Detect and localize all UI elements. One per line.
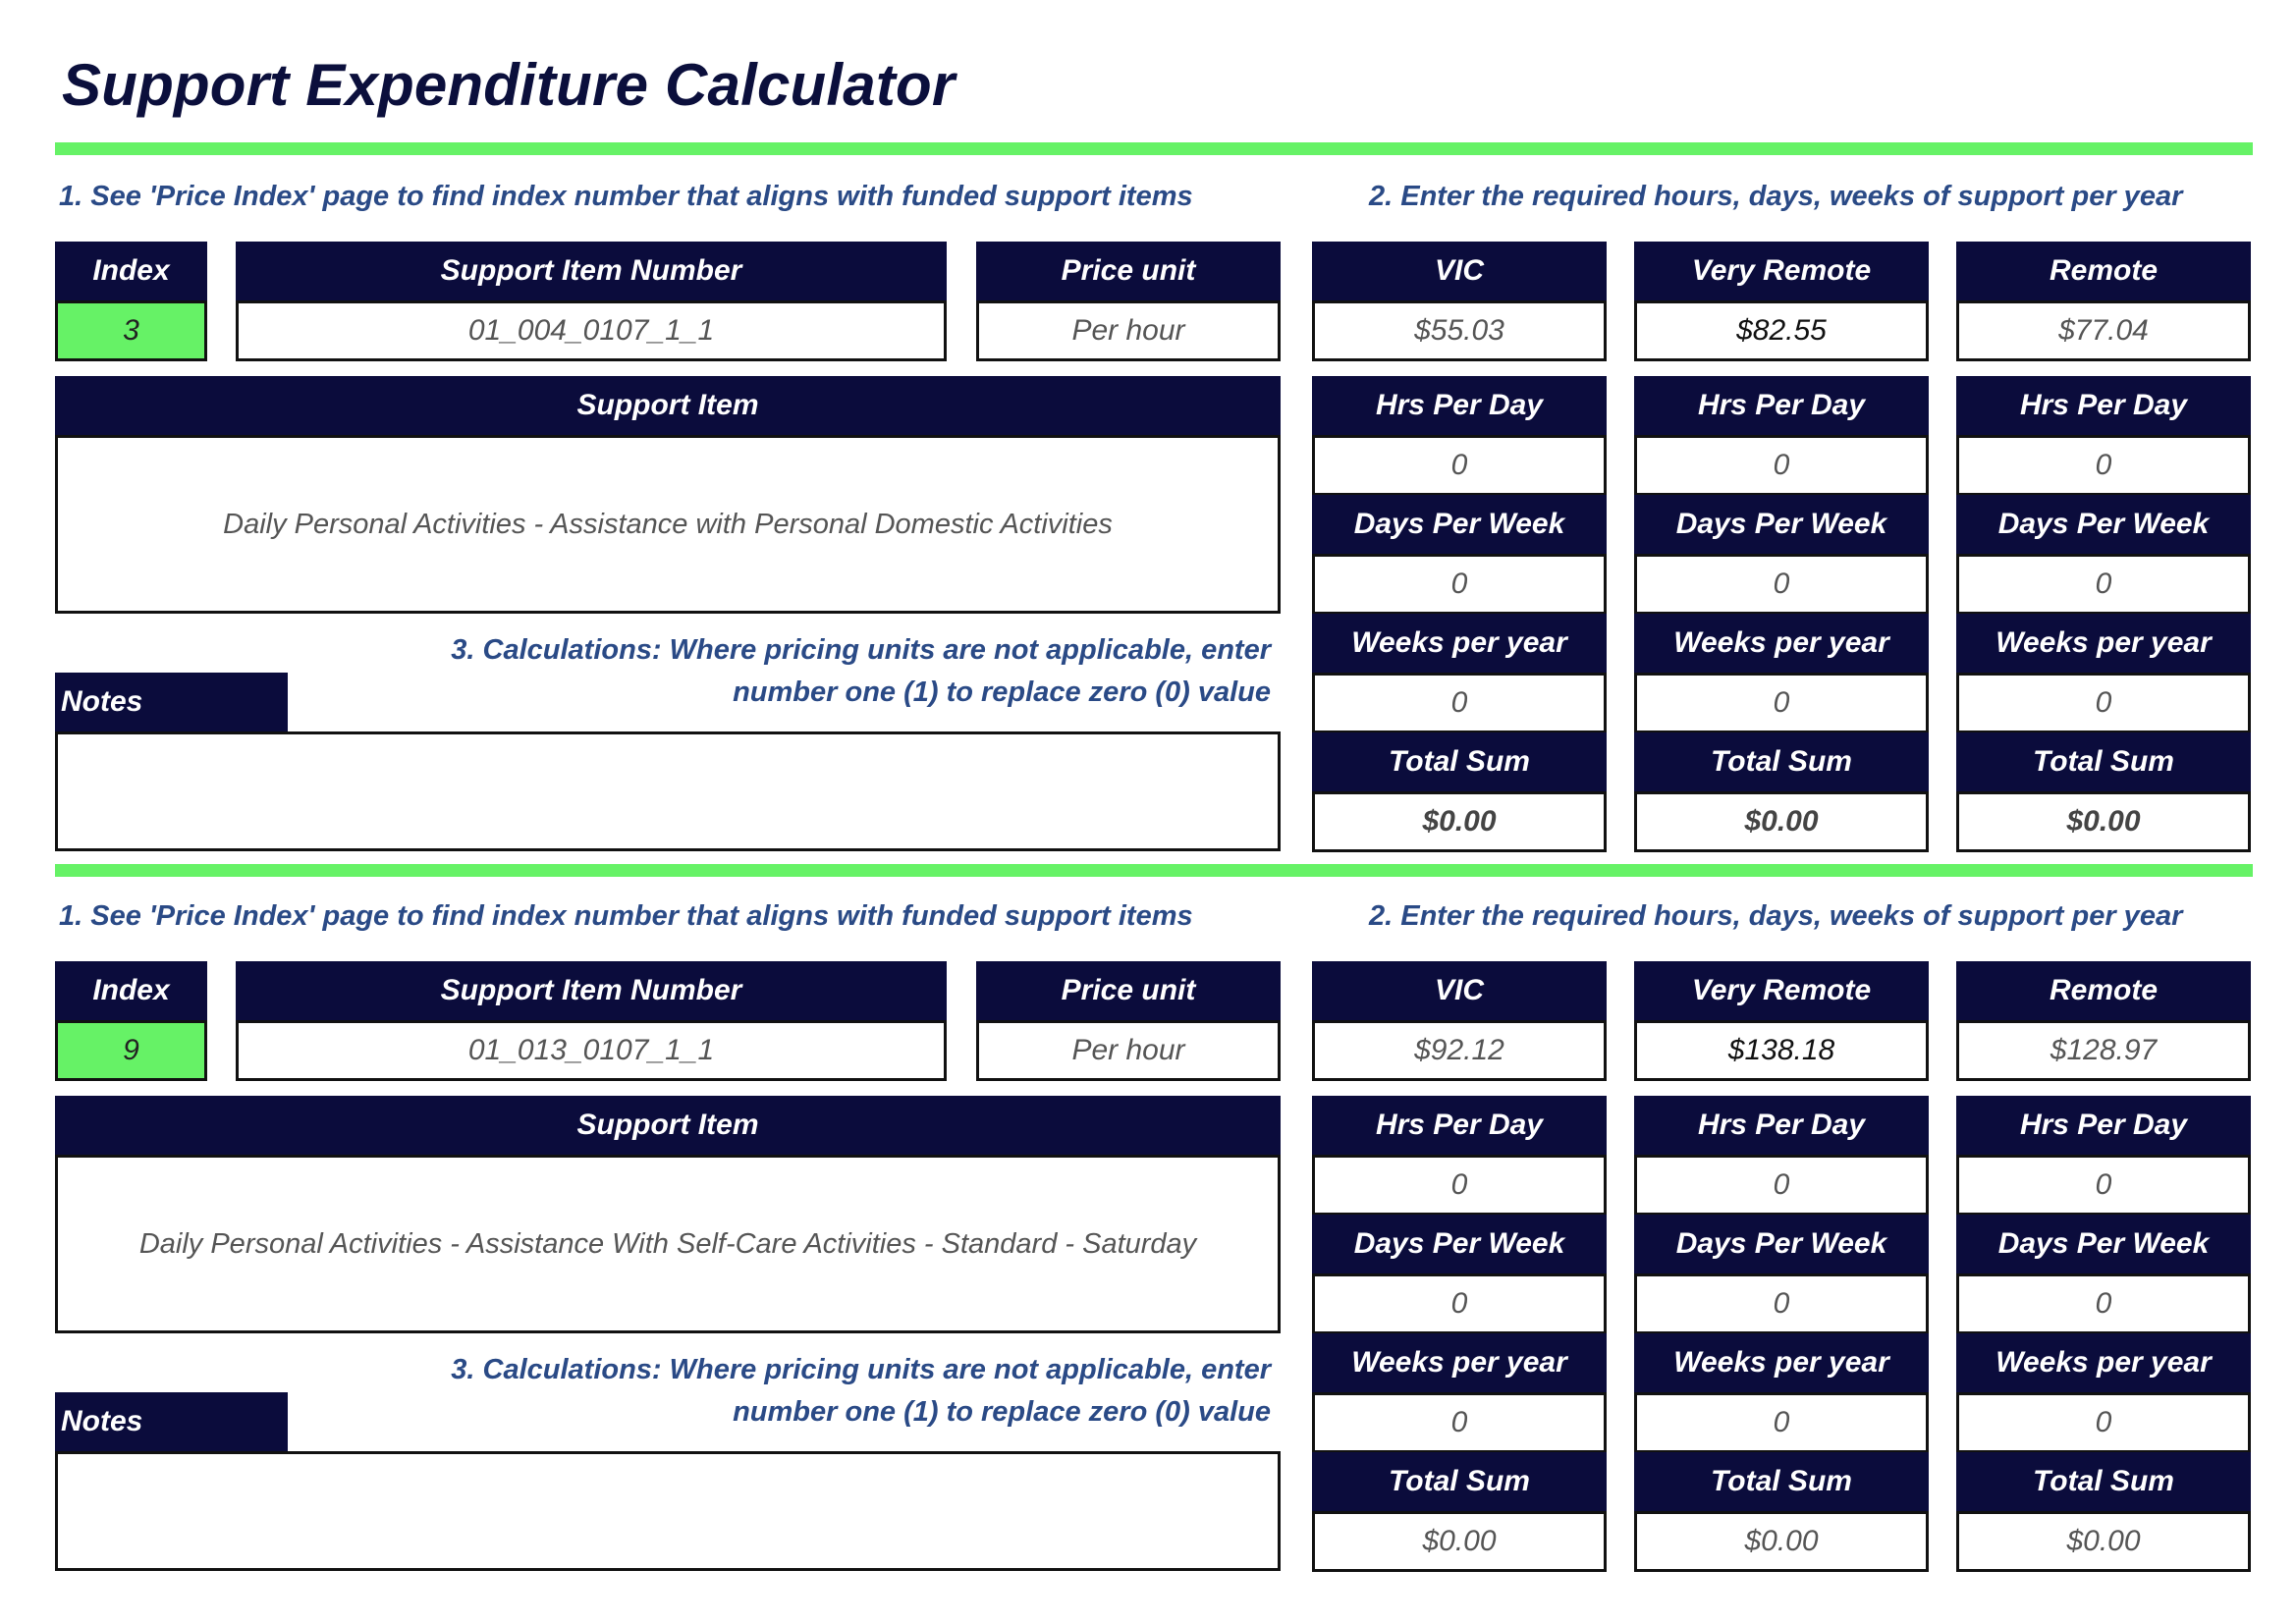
weeks-per-year-header-very-remote: Weeks per year [1634,614,1929,673]
days-per-week-header-remote: Days Per Week [1956,495,2251,554]
weeks-per-year-header-vic: Weeks per year [1312,1333,1607,1392]
days-per-week-header-very-remote: Days Per Week [1634,1215,1929,1273]
price-very-remote: $82.55 [1634,300,1929,361]
hrs-per-day-header-very-remote: Hrs Per Day [1634,376,1929,435]
step-2-instruction: 2. Enter the required hours, days, weeks of support per year [1369,181,2183,212]
step-1-instruction: 1. See 'Price Index' page to find index number that aligns with funded support items [59,900,1193,932]
region-header-very-remote: Very Remote [1634,961,1929,1020]
support-item-value: Daily Personal Activities - Assistance with Personal Domestic Activities [55,435,1281,614]
green-divider [55,864,2253,877]
days-per-week-header-vic: Days Per Week [1312,495,1607,554]
index-header: Index [55,242,207,300]
support-item-number-value: 01_004_0107_1_1 [236,300,947,361]
support-item-number-header: Support Item Number [236,961,947,1020]
total-sum-header-vic: Total Sum [1312,732,1607,791]
total-sum-header-remote: Total Sum [1956,732,2251,791]
index-input[interactable]: 3 [55,300,207,361]
price-vic: $55.03 [1312,300,1607,361]
days-per-week-input-very-remote[interactable]: 0 [1634,554,1929,615]
total-sum-header-remote: Total Sum [1956,1452,2251,1511]
days-per-week-header-very-remote: Days Per Week [1634,495,1929,554]
region-header-very-remote: Very Remote [1634,242,1929,300]
step-1-instruction: 1. See 'Price Index' page to find index number that aligns with funded support items [59,181,1193,212]
price-very-remote: $138.18 [1634,1020,1929,1081]
region-header-vic: VIC [1312,961,1607,1020]
total-sum-vic: $0.00 [1312,1511,1607,1572]
weeks-per-year-header-remote: Weeks per year [1956,614,2251,673]
price-unit-header: Price unit [976,242,1281,300]
weeks-per-year-input-vic[interactable]: 0 [1312,673,1607,733]
support-item-value: Daily Personal Activities - Assistance With Self-Care Activities - Standard - Saturday [55,1155,1281,1333]
step-3-instruction-line1: 3. Calculations: Where pricing units are not applicable, enter [451,634,1271,666]
region-header-vic: VIC [1312,242,1607,300]
price-remote: $77.04 [1956,300,2251,361]
total-sum-header-very-remote: Total Sum [1634,1452,1929,1511]
index-header: Index [55,961,207,1020]
total-sum-header-very-remote: Total Sum [1634,732,1929,791]
days-per-week-input-remote[interactable]: 0 [1956,1273,2251,1334]
hrs-per-day-header-very-remote: Hrs Per Day [1634,1096,1929,1155]
days-per-week-input-vic[interactable]: 0 [1312,1273,1607,1334]
days-per-week-header-vic: Days Per Week [1312,1215,1607,1273]
hrs-per-day-header-vic: Hrs Per Day [1312,1096,1607,1155]
days-per-week-input-vic[interactable]: 0 [1312,554,1607,615]
notes-input[interactable] [55,1451,1281,1571]
total-sum-very-remote: $0.00 [1634,1511,1929,1572]
index-input[interactable]: 9 [55,1020,207,1081]
green-divider [55,142,2253,155]
total-sum-remote: $0.00 [1956,1511,2251,1572]
hrs-per-day-input-very-remote[interactable]: 0 [1634,435,1929,496]
price-unit-value: Per hour [976,1020,1281,1081]
page-title: Support Expenditure Calculator [62,52,956,118]
notes-header: Notes [55,673,288,731]
price-remote: $128.97 [1956,1020,2251,1081]
price-unit-value: Per hour [976,300,1281,361]
total-sum-very-remote: $0.00 [1634,791,1929,852]
days-per-week-input-very-remote[interactable]: 0 [1634,1273,1929,1334]
support-item-number-value: 01_013_0107_1_1 [236,1020,947,1081]
hrs-per-day-input-vic[interactable]: 0 [1312,1155,1607,1216]
weeks-per-year-input-vic[interactable]: 0 [1312,1392,1607,1453]
price-vic: $92.12 [1312,1020,1607,1081]
days-per-week-input-remote[interactable]: 0 [1956,554,2251,615]
hrs-per-day-input-remote[interactable]: 0 [1956,435,2251,496]
weeks-per-year-header-remote: Weeks per year [1956,1333,2251,1392]
hrs-per-day-input-very-remote[interactable]: 0 [1634,1155,1929,1216]
step-3-instruction-line2: number one (1) to replace zero (0) value [733,677,1271,708]
hrs-per-day-header-vic: Hrs Per Day [1312,376,1607,435]
total-sum-vic: $0.00 [1312,791,1607,852]
support-item-header: Support Item [55,1096,1281,1155]
hrs-per-day-input-vic[interactable]: 0 [1312,435,1607,496]
step-3-instruction-line1: 3. Calculations: Where pricing units are not applicable, enter [451,1354,1271,1385]
weeks-per-year-input-remote[interactable]: 0 [1956,673,2251,733]
weeks-per-year-input-very-remote[interactable]: 0 [1634,1392,1929,1453]
hrs-per-day-header-remote: Hrs Per Day [1956,376,2251,435]
days-per-week-header-remote: Days Per Week [1956,1215,2251,1273]
total-sum-header-vic: Total Sum [1312,1452,1607,1511]
region-header-remote: Remote [1956,961,2251,1020]
support-item-header: Support Item [55,376,1281,435]
total-sum-remote: $0.00 [1956,791,2251,852]
hrs-per-day-header-remote: Hrs Per Day [1956,1096,2251,1155]
weeks-per-year-header-very-remote: Weeks per year [1634,1333,1929,1392]
step-2-instruction: 2. Enter the required hours, days, weeks of support per year [1369,900,2183,932]
weeks-per-year-input-remote[interactable]: 0 [1956,1392,2251,1453]
support-item-number-header: Support Item Number [236,242,947,300]
region-header-remote: Remote [1956,242,2251,300]
step-3-instruction-line2: number one (1) to replace zero (0) value [733,1396,1271,1428]
notes-header: Notes [55,1392,288,1451]
weeks-per-year-input-very-remote[interactable]: 0 [1634,673,1929,733]
weeks-per-year-header-vic: Weeks per year [1312,614,1607,673]
notes-input[interactable] [55,731,1281,851]
price-unit-header: Price unit [976,961,1281,1020]
hrs-per-day-input-remote[interactable]: 0 [1956,1155,2251,1216]
